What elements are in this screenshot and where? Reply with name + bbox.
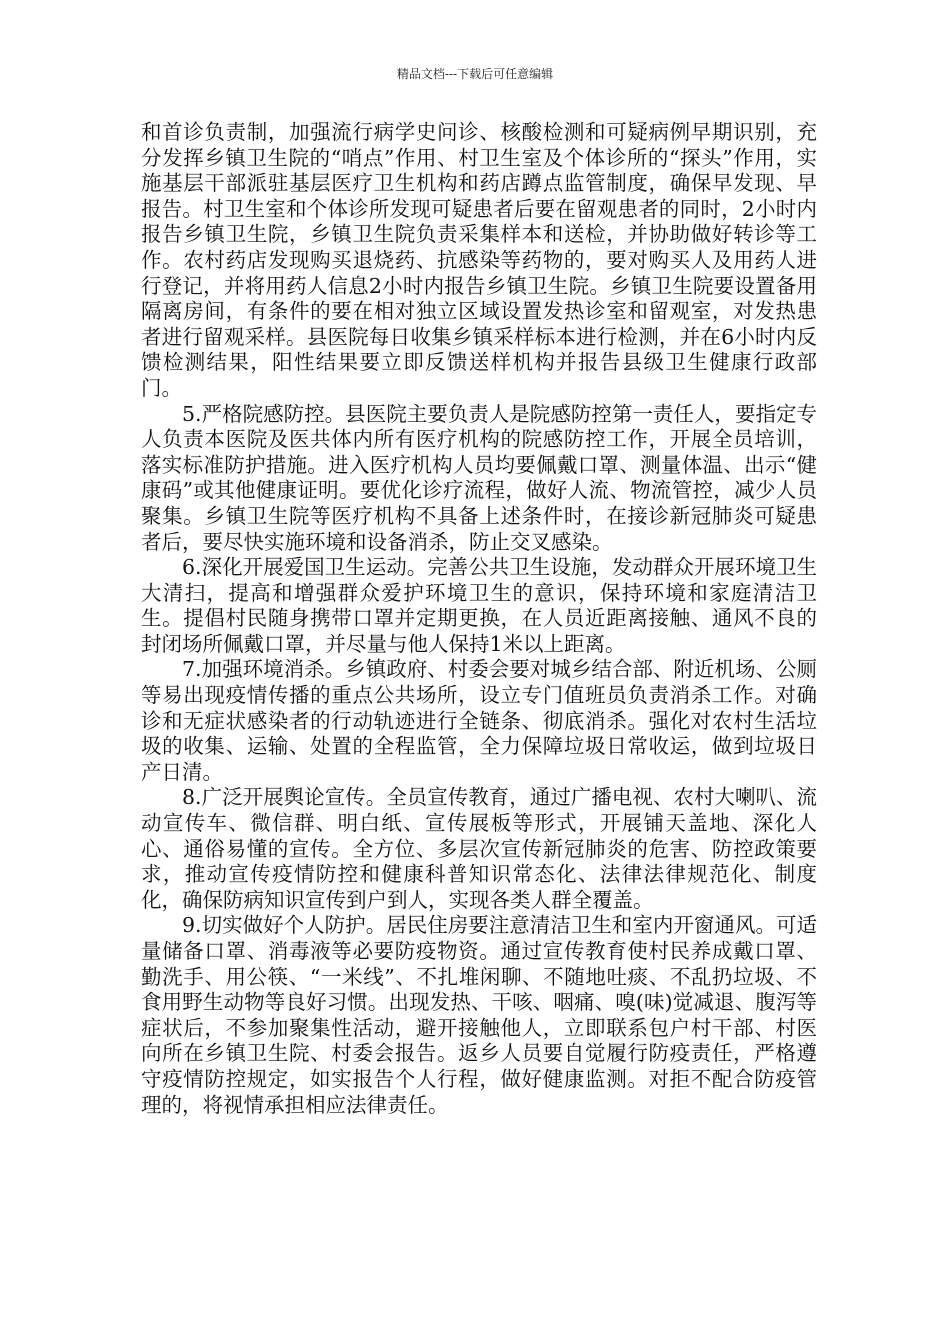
paragraph-7-disinfection: 7.加强环境消杀。乡镇政府、村委会要对城乡结合部、附近机场、公厕等易出现疫情传播的重点公共场所，设立专门值班员负责消杀工作。对确诊和无症状感染者的行动轨迹进行全链条、彻底消杀。强化对农村生活垃圾的收集、运输、处置的全程监管，全力保障垃圾日常收运，做到垃圾日产日清。 xyxy=(141,657,817,784)
paragraph-8-publicity: 8.广泛开展舆论宣传。全员宣传教育，通过广播电视、农村大喇叭、流动宣传车、微信群、明白纸、宣传展板等形式，开展铺天盖地、深化人心、通俗易懂的宣传。全方位、多层次宣传新冠肺炎的危害、防控政策要求，推动宣传疫情防控和健康科普知识常态化、法律法律规范化、制度化，确保防病知识宣传到户到人，实现各类人群全覆盖。 xyxy=(141,785,817,912)
page-header-note: 精品文档---下载后可任意编辑 xyxy=(396,67,554,81)
paragraph-9-personal-protection: 9.切实做好个人防护。居民住房要注意清洁卫生和室内开窗通风。可适量储备口罩、消毒液等必要防疫物资。通过宣传教育使村民养成戴口罩、勤洗手、用公筷、“一米线”、不扎堆闲聊、不随地吐痰、不乱扔垃圾、不食用野生动物等良好习惯。出现发热、干咳、咽痛、嗅(味)觉减退、腹泻等症状后，不参加聚集性活动，避开接触他人，立即联系包户村干部、村医向所在乡镇卫生院、村委会报告。返乡人员要自觉履行防疫责任，严格遵守疫情防控规定，如实报告个人行程，做好健康监测。对拒不配合防疫管理的，将视情承担相应法律责任。 xyxy=(141,913,817,1117)
paragraph-6-patriotic-health: 6.深化开展爱国卫生运动。完善公共卫生设施，发动群众开展环境卫生大清扫，提高和增强群众爱护环境卫生的意识，保持环境和家庭清洁卫生。提倡村民随身携带口罩并定期更换，在人员近距离接触、通风不良的封闭场所佩戴口罩，并尽量与他人保持1米以上距离。 xyxy=(141,555,817,656)
paragraph-continuation: 和首诊负责制，加强流行病学史问诊、核酸检测和可疑病例早期识别，充分发挥乡镇卫生院的“哨点”作用、村卫生室及个体诊所的“探头”作用，实施基层干部派驻基层医疗卫生机构和药店蹲点监管制度，确保早发现、早报告。村卫生室和个体诊所发现可疑患者后要在留观患者的同时，2小时内报告乡镇卫生院，乡镇卫生院负责采集样本和送检，并协助做好转诊等工作。农村药店发现购买退烧药、抗感染等药物的，要对购买人及用药人进行登记，并将用药人信息2小时内报告乡镇卫生院。乡镇卫生院要设置备用隔离房间，有条件的要在相对独立区域设置发热诊室和留观室，对发热患者进行留观采样。县医院每日收集乡镇采样标本进行检测，并在6小时内反馈检测结果，阳性结果要立即反馈送样机构并报告县级卫生健康行政部门。 xyxy=(141,120,817,400)
document-body xyxy=(141,120,817,1118)
paragraph-5-infection-control: 5.严格院感防控。县医院主要负责人是院感防控第一责任人，要指定专人负责本医院及医共体内所有医疗机构的院感防控工作，开展全员培训，落实标准防护措施。进入医疗机构人员均要佩戴口罩、测量体温、出示“健康码”或其他健康证明。要优化诊疗流程，做好人流、物流管控，减少人员聚集。乡镇卫生院等医疗机构不具备上述条件时，在接诊新冠肺炎可疑患者后，要尽快实施环境和设备消杀，防止交叉感染。 xyxy=(141,401,817,554)
